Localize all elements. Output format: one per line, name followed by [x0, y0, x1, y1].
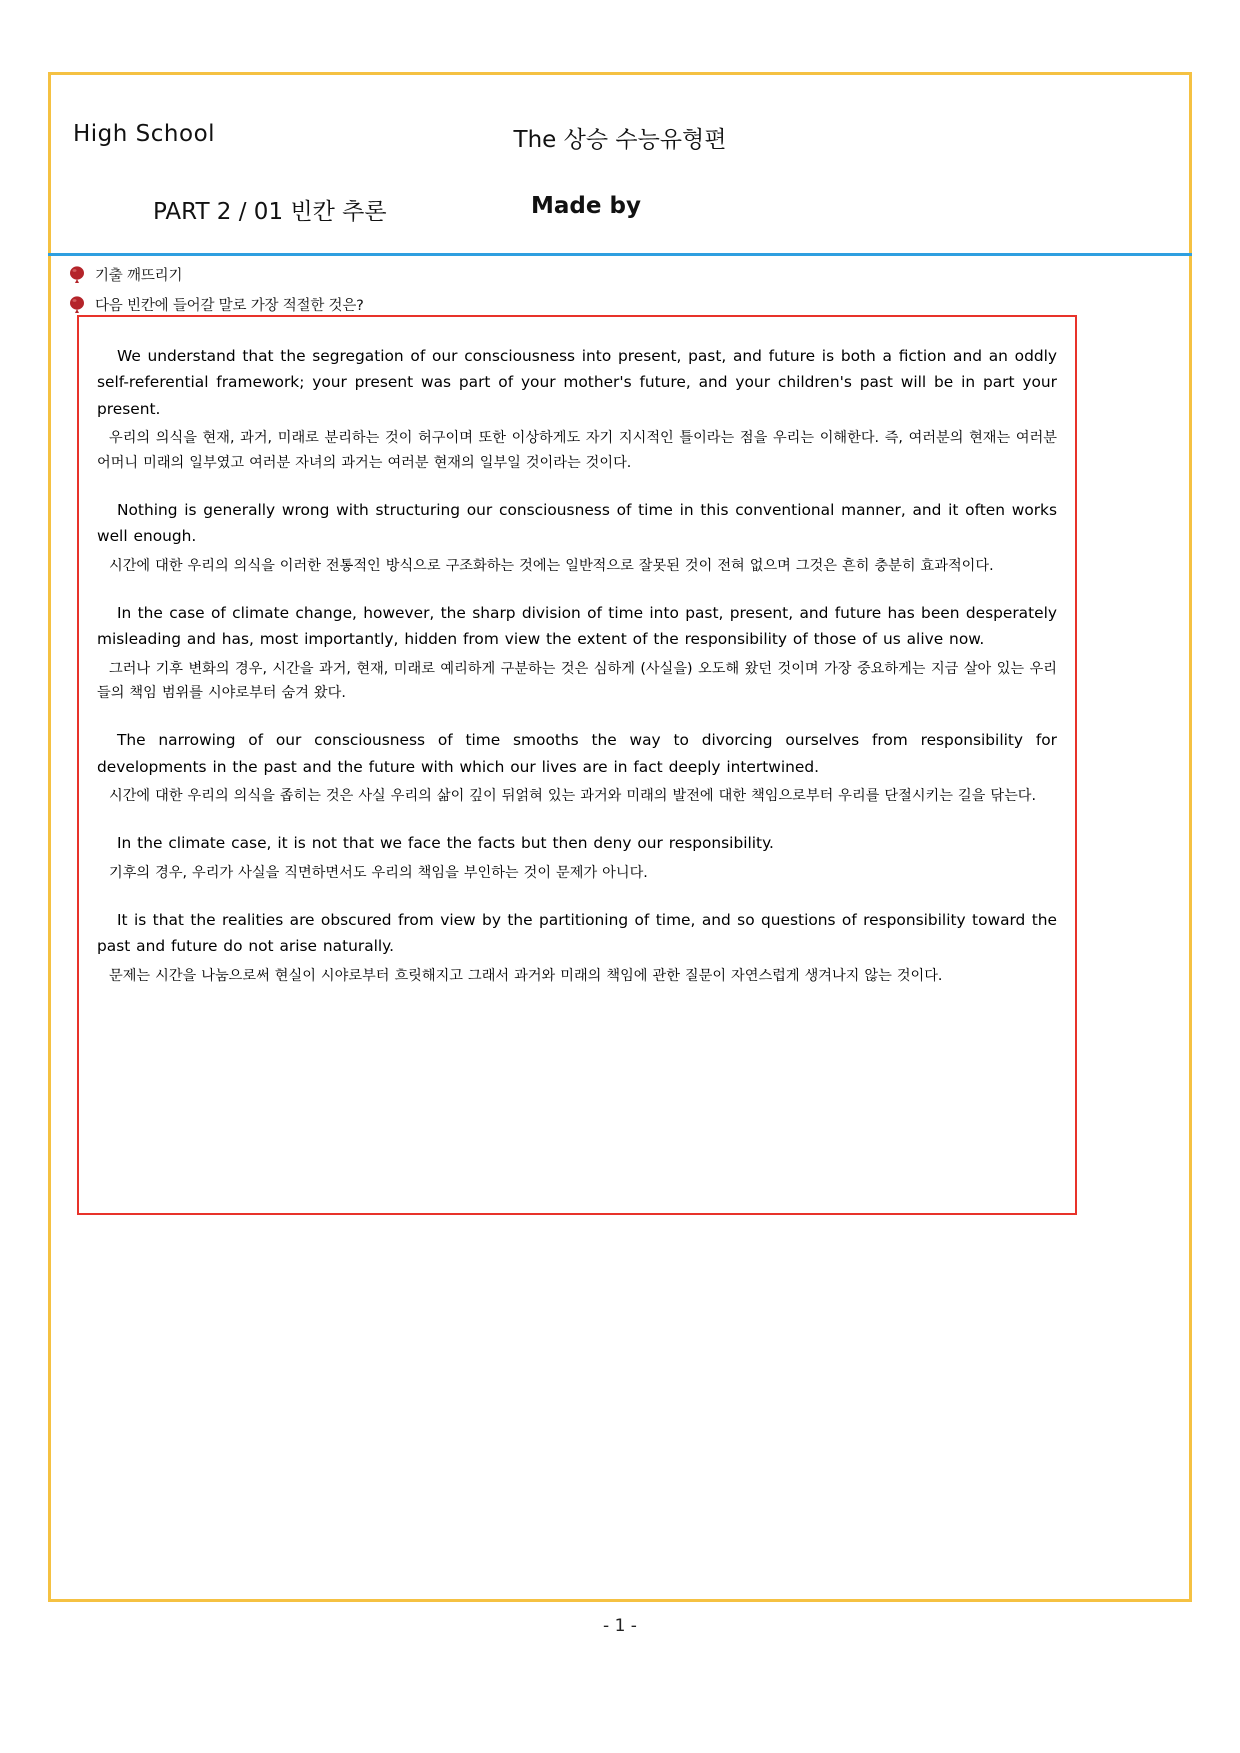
page-header [51, 75, 1189, 253]
english-sentence: Nothing is generally wrong with structuring our consciousness of time in this conventional manner, and it often works well enough. [97, 500, 1057, 546]
korean-translation: 기후의 경우, 우리가 사실을 직면하면서도 우리의 책임을 부인하는 것이 문제가 아니다. [109, 864, 648, 881]
list-item [69, 261, 1169, 287]
part-title: PART 2 / 01 빈칸 추론 [153, 199, 387, 225]
list-item [69, 291, 1169, 317]
passage-block [97, 907, 1057, 988]
passage-block [97, 830, 1057, 885]
english-sentence: In the climate case, it is not that we face the facts but then deny our responsibility. [117, 834, 774, 853]
passage-block [97, 600, 1057, 705]
made-by-label: Made by [531, 193, 641, 219]
bullet-label: 기출 깨뜨리기 [95, 267, 183, 284]
header-row-top [51, 121, 1189, 155]
school-label: High School [73, 121, 216, 147]
passage-block [97, 497, 1057, 578]
korean-translation: 시간에 대한 우리의 의식을 이러한 전통적인 방식으로 구조화하는 것에는 일반적으로 잘못된 것이 전혀 없으며 그것은 흔히 충분히 효과적이다. [109, 557, 994, 574]
english-sentence: In the case of climate change, however, the sharp division of time into past, present, and future has been desperately misleading and has, most importantly, hidden from view the extent of the responsibility of those of us alive now. [97, 603, 1057, 649]
bullet-label: 다음 빈칸에 들어갈 말로 가장 적절한 것은? [95, 297, 364, 314]
worksheet-page [48, 72, 1192, 1602]
english-sentence: It is that the realities are obscured from view by the partitioning of time, and so questions of responsibility toward the past and future do not arise naturally. [97, 910, 1057, 956]
passage-block [97, 727, 1057, 808]
english-sentence: We understand that the segregation of our consciousness into present, past, and future is both a fiction and an oddly self-referential framework; your present was part of your mother's future, and your children's past will be in part your present. [97, 347, 1057, 418]
header-divider [48, 253, 1192, 256]
korean-translation: 문제는 시간을 나눔으로써 현실이 시야로부터 흐릿해지고 그래서 과거와 미래의 책임에 관한 질문이 자연스럽게 생겨나지 않는 것이다. [109, 967, 943, 984]
passage-block [97, 343, 1057, 475]
passage-box [77, 315, 1077, 1215]
header-row-bottom [51, 193, 1189, 227]
page-number: - 1 - [603, 1616, 637, 1636]
korean-translation: 그러나 기후 변화의 경우, 시간을 과거, 현재, 미래로 예리하게 구분하는 것은 심하게 (사실을) 오도해 왔던 것이며 가장 중요하게는 지금 살아 있는 우리들의 책임 범위를 시야로부터 숨겨 왔다. [97, 660, 1057, 701]
balloon-bullet-icon [69, 296, 85, 313]
korean-translation: 우리의 의식을 현재, 과거, 미래로 분리하는 것이 허구이며 또한 이상하게도 자기 지시적인 틀이라는 점을 우리는 이해한다. 즉, 여러분의 현재는 여러분 어머니 미래의 일부였고 여러분 자녀의 과거는 여러분 현재의 일부일 것이라는 것이다. [97, 430, 1057, 471]
korean-translation: 시간에 대한 우리의 의식을 좁히는 것은 사실 우리의 삶이 깊이 뒤얽혀 있는 과거와 미래의 발전에 대한 책임으로부터 우리를 단절시키는 길을 닦는다. [109, 788, 1037, 805]
balloon-bullet-icon [69, 266, 85, 283]
book-title: The 상승 수능유형편 [513, 127, 727, 153]
question-heading-list [69, 261, 1169, 321]
english-sentence: The narrowing of our consciousness of time smooths the way to divorcing ourselves from responsibility for developments in the past and the future with which our lives are in fact deeply intertwined. [97, 731, 1057, 776]
